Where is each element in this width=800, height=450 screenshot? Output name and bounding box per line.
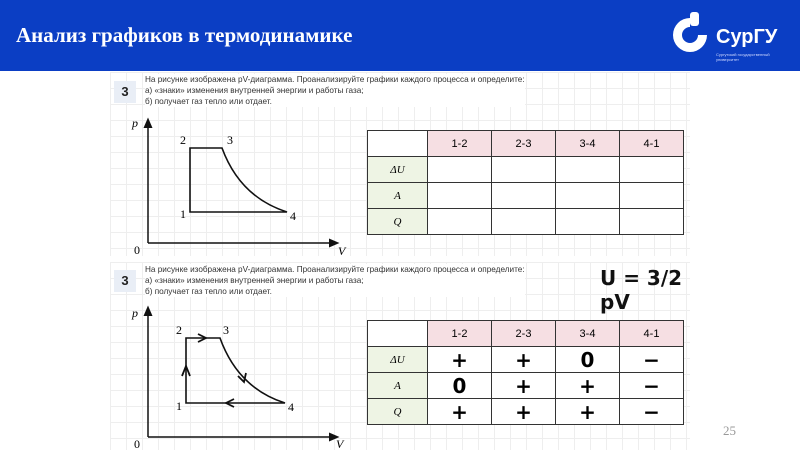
table-row [368,347,684,373]
logo-name: СурГУ [716,26,778,48]
table-cell: + [428,347,492,373]
surgu-logo [668,10,798,65]
table-row [368,183,684,209]
table-cell: 1-2 [428,131,492,157]
task-number: 3 [114,81,136,103]
task-line: а) «знаки» изменения внутренней энергии и работы газа; [145,86,364,95]
task-line: б) получает газ тепло или отдает. [145,287,272,296]
table-cell [620,183,684,209]
table-row [368,131,684,157]
table-row [368,209,684,235]
v-label: V [338,244,346,256]
task-number: 3 [114,270,136,292]
origin-label: 0 [134,243,140,256]
point-label: 1 [176,399,182,413]
table-cell: + [428,399,492,425]
cycle-path [190,148,287,212]
table-cell [492,157,556,183]
table-cell [428,157,492,183]
task-line: б) получает газ тепло или отдает. [145,97,272,106]
table-cell: − [620,347,684,373]
table-cell: + [492,347,556,373]
table-cell [620,209,684,235]
table-cell: + [492,373,556,399]
internal-energy-formula: U = 3/2 pV [600,266,683,314]
table-cell: 4-1 [620,131,684,157]
task-line: На рисунке изображена pV-диаграмма. Проанализируйте графики каждого процесса и определите: [145,265,525,274]
p-label: p [132,116,138,130]
point-label: 2 [180,133,186,147]
task-panel-blank [110,72,690,256]
p-label: p [132,306,138,320]
table-cell [428,183,492,209]
table-row [368,321,684,347]
task-line: На рисунке изображена pV-диаграмма. Проанализируйте графики каждого процесса и определите: [145,75,525,84]
table-cell: 3-4 [556,131,620,157]
table-cell: 4-1 [620,321,684,347]
table-cell [556,183,620,209]
table-cell: A [368,183,428,209]
table-cell: 2-3 [492,131,556,157]
table-cell [556,157,620,183]
table-row [368,399,684,425]
table-cell: 0 [428,373,492,399]
task-line: а) «знаки» изменения внутренней энергии и работы газа; [145,276,364,285]
table-cell [620,157,684,183]
analysis-table-solved [367,320,684,425]
table-cell: ΔU [368,347,428,373]
logo-icon [668,10,712,60]
table-cell [428,209,492,235]
point-label: 4 [290,209,296,223]
point-label: 3 [223,323,229,337]
point-label: 3 [227,133,233,147]
table-row [368,157,684,183]
table-cell [492,183,556,209]
slide-title: Анализ графиков в термодинамике [16,23,353,47]
table-cell: Q [368,399,428,425]
task-panel-solved [110,262,690,450]
table-cell [556,209,620,235]
table-cell [492,209,556,235]
table-row [368,373,684,399]
pv-diagram [110,72,360,256]
slide-header [0,0,800,71]
point-label: 1 [180,207,186,221]
table-cell: − [620,399,684,425]
pv-diagram-annotated [110,262,360,450]
table-cell: + [556,399,620,425]
table-cell: 2-3 [492,321,556,347]
table-cell [368,131,428,157]
v-label: V [336,437,344,450]
table-cell: Q [368,209,428,235]
logo-subtitle: Сургутский государственный университет [716,52,770,62]
table-cell: 3-4 [556,321,620,347]
table-cell: − [620,373,684,399]
arrow-down [238,373,246,382]
table-cell: + [492,399,556,425]
cycle-path [186,338,285,403]
table-cell: ΔU [368,157,428,183]
analysis-table-blank [367,130,684,235]
table-cell: + [556,373,620,399]
point-label: 4 [288,400,294,414]
table-cell [368,321,428,347]
table-cell: A [368,373,428,399]
table-cell: 1-2 [428,321,492,347]
origin-label: 0 [134,437,140,450]
page-number: 25 [723,423,736,438]
table-cell: 0 [556,347,620,373]
point-label: 2 [176,323,182,337]
